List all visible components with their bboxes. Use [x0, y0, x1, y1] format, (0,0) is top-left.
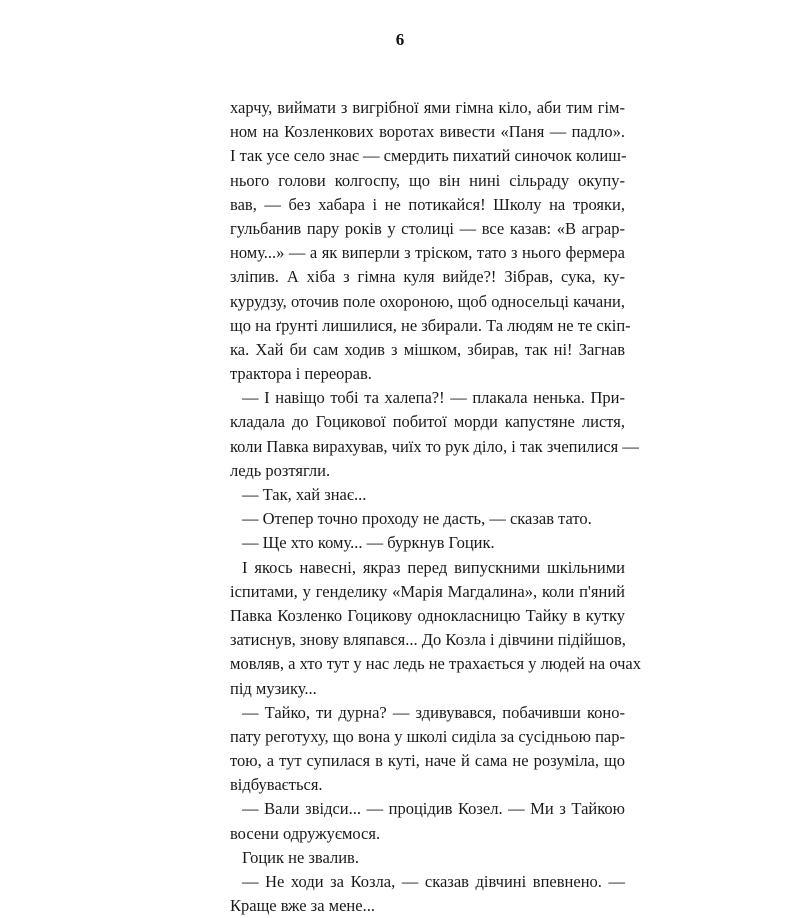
text-line: вав, — без хабара і не потикайся! Школу на трояки,: [230, 194, 625, 214]
text-line: затиснув, знову вляпався... До Козла і дівчини підійшов,: [230, 630, 626, 650]
text-line: іспитами, у генделику «Марія Магдалина», коли п'яний: [230, 581, 625, 601]
text-line: пату реготуху, що вона у школі сиділа за сусідньою пар-: [230, 726, 625, 746]
text-line: — І навіщо тобі та халепа?! — плакала ненька. При-: [242, 388, 625, 408]
text-line: під музику...: [230, 678, 317, 698]
text-line: відбувається.: [230, 775, 323, 795]
text-line: ледь розтягли.: [230, 460, 331, 480]
text-line: ка. Хай би сам ходив з мішком, збирав, так ні! Загнав: [230, 339, 625, 359]
text-line: восени одружуємося.: [230, 823, 381, 843]
text-line: — Так, хай знає...: [242, 485, 367, 504]
text-line: — Тайко, ти дурна? — здивувався, побачивши коно-: [242, 702, 625, 722]
text-line: гульбанив пару років у столиці — все казав: «В аграр-: [230, 218, 625, 238]
text-line: — Отепер точно проходу не дасть, — сказав тато.: [242, 509, 592, 529]
text-line: що на ґрунті лишилися, не збирали. Та людям не те скіп-: [230, 315, 631, 335]
text-line: нього голови колгоспу, що він нині сільраду окупу-: [230, 170, 625, 190]
text-line: кладала до Гоцикової побитої морди капустяне листя,: [230, 412, 625, 432]
text-line: зліпив. А хіба з гімна куля вийде?! Зібрав, сука, ку-: [230, 267, 625, 287]
text-line: І якось навесні, якраз перед випускними шкільними: [242, 557, 625, 577]
text-line: трактора і переорав.: [230, 364, 372, 384]
text-line: Павка Козленко Гоцикову однокласницю Тайку в кутку: [230, 605, 625, 625]
text-line: харчу, виймати з вигрібної ями гімна кіло, аби тим гім-: [230, 98, 625, 117]
text-line: курудзу, оточив поле охороною, щоб односельці качани,: [230, 291, 625, 311]
text-line: І так усе село знає — смердить пихатий синочок колиш-: [230, 146, 627, 166]
body-text: [230, 96, 641, 918]
page-number: 6: [395, 30, 405, 49]
text-line: Краще вже за мене...: [230, 896, 375, 916]
text-line: ному...» — а як виперли з тріском, тато з нього фермера: [230, 243, 625, 263]
text-line: Гоцик не звалив.: [242, 847, 359, 867]
text-line: — Не ходи за Козла, — сказав дівчині впевнено. —: [242, 872, 625, 891]
text-line: мовляв, а хто тут у нас ледь не трахається у людей на очах: [230, 654, 641, 674]
text-line: — Вали звідси... — процідив Козел. — Ми з Тайкою: [242, 799, 625, 819]
text-line: тою, а тут супилася в куті, наче й сама не розуміла, що: [230, 751, 625, 771]
text-line: — Ще хто кому... — буркнув Гоцик.: [242, 533, 495, 553]
text-line: ном на Козленкових воротах вивести «Паня — падло».: [230, 122, 625, 142]
text-line: коли Павка вирахував, чиїх то рук діло, і так зчепилися —: [230, 436, 639, 456]
